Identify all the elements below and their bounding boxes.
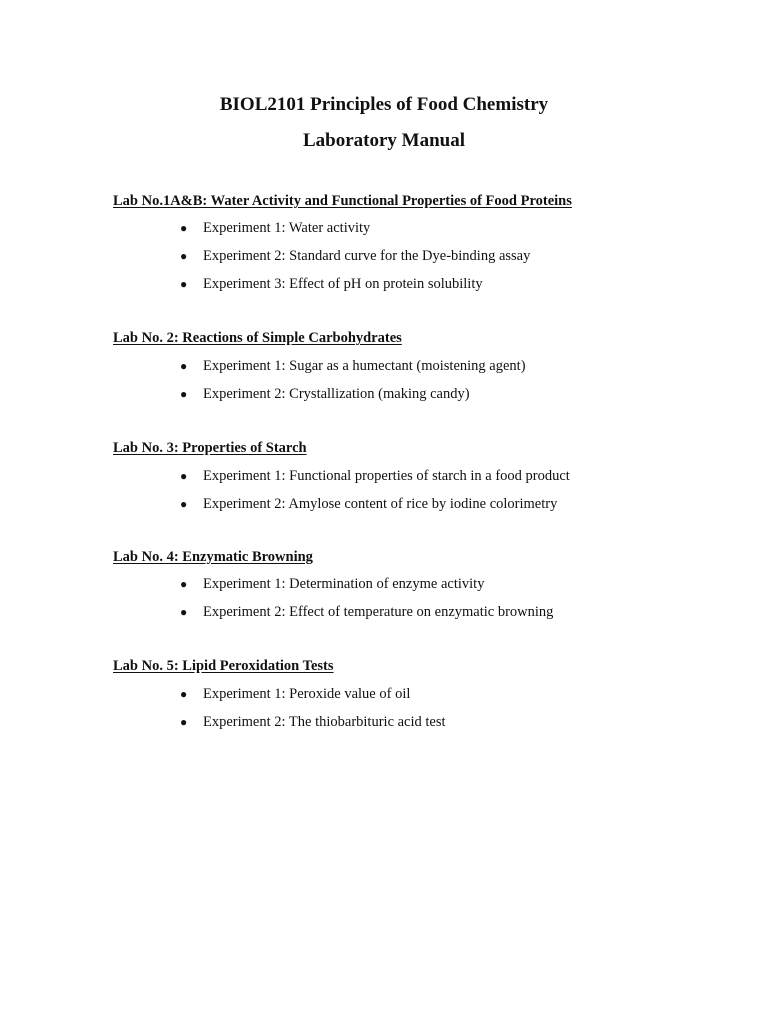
- list-item: [180, 385, 470, 403]
- experiment-label: Experiment 2: The thiobarbituric acid test: [203, 714, 446, 730]
- experiment-label: Experiment 1: Water activity: [203, 220, 371, 236]
- experiment-label: Experiment 1: Determination of enzyme activity: [203, 576, 485, 592]
- experiment-label: Experiment 1: Peroxide value of oil: [203, 686, 411, 702]
- lab-heading: Lab No. 5: Lipid Peroxidation Tests: [113, 658, 334, 674]
- bullet-icon: ●: [180, 249, 188, 263]
- list-item: [180, 357, 526, 375]
- experiment-label: Experiment 2: Standard curve for the Dye-binding assay: [203, 248, 531, 264]
- experiment-label: Experiment 2: Amylose content of rice by iodine colorimetry: [203, 496, 558, 512]
- bullet-icon: ●: [180, 359, 188, 373]
- bullet-icon: ●: [180, 387, 188, 401]
- list-item: [180, 275, 483, 293]
- list-item: [180, 219, 370, 237]
- bullet-icon: ●: [180, 469, 188, 483]
- list-item: [180, 685, 410, 703]
- experiment-label: Experiment 1: Sugar as a humectant (moistening agent): [203, 358, 526, 374]
- bullet-icon: ●: [180, 605, 188, 619]
- lab-heading: Lab No. 3: Properties of Starch: [113, 440, 307, 456]
- experiment-label: Experiment 1: Functional properties of starch in a food product: [203, 468, 570, 484]
- experiment-label: Experiment 2: Effect of temperature on enzymatic browning: [203, 604, 554, 620]
- list-item: [180, 495, 557, 513]
- list-item: [180, 713, 446, 731]
- list-item: [180, 467, 570, 485]
- experiment-label: Experiment 2: Crystallization (making candy): [203, 386, 470, 402]
- bullet-icon: ●: [180, 715, 188, 729]
- list-item: [180, 575, 484, 593]
- lab-heading: Lab No. 4: Enzymatic Browning: [113, 549, 313, 565]
- list-item: [180, 247, 530, 265]
- document-subtitle: Laboratory Manual: [302, 130, 466, 151]
- bullet-icon: ●: [180, 497, 188, 511]
- experiment-label: Experiment 3: Effect of pH on protein solubility: [203, 276, 483, 292]
- bullet-icon: ●: [180, 277, 188, 291]
- lab-heading: Lab No. 2: Reactions of Simple Carbohydrates: [113, 330, 402, 346]
- lab-heading: Lab No.1A&B: Water Activity and Functional Properties of Food Proteins: [113, 193, 572, 209]
- document-title: BIOL2101 Principles of Food Chemistry: [219, 94, 549, 115]
- bullet-icon: ●: [180, 687, 188, 701]
- list-item: [180, 603, 553, 621]
- bullet-icon: ●: [180, 577, 188, 591]
- bullet-icon: ●: [180, 221, 188, 235]
